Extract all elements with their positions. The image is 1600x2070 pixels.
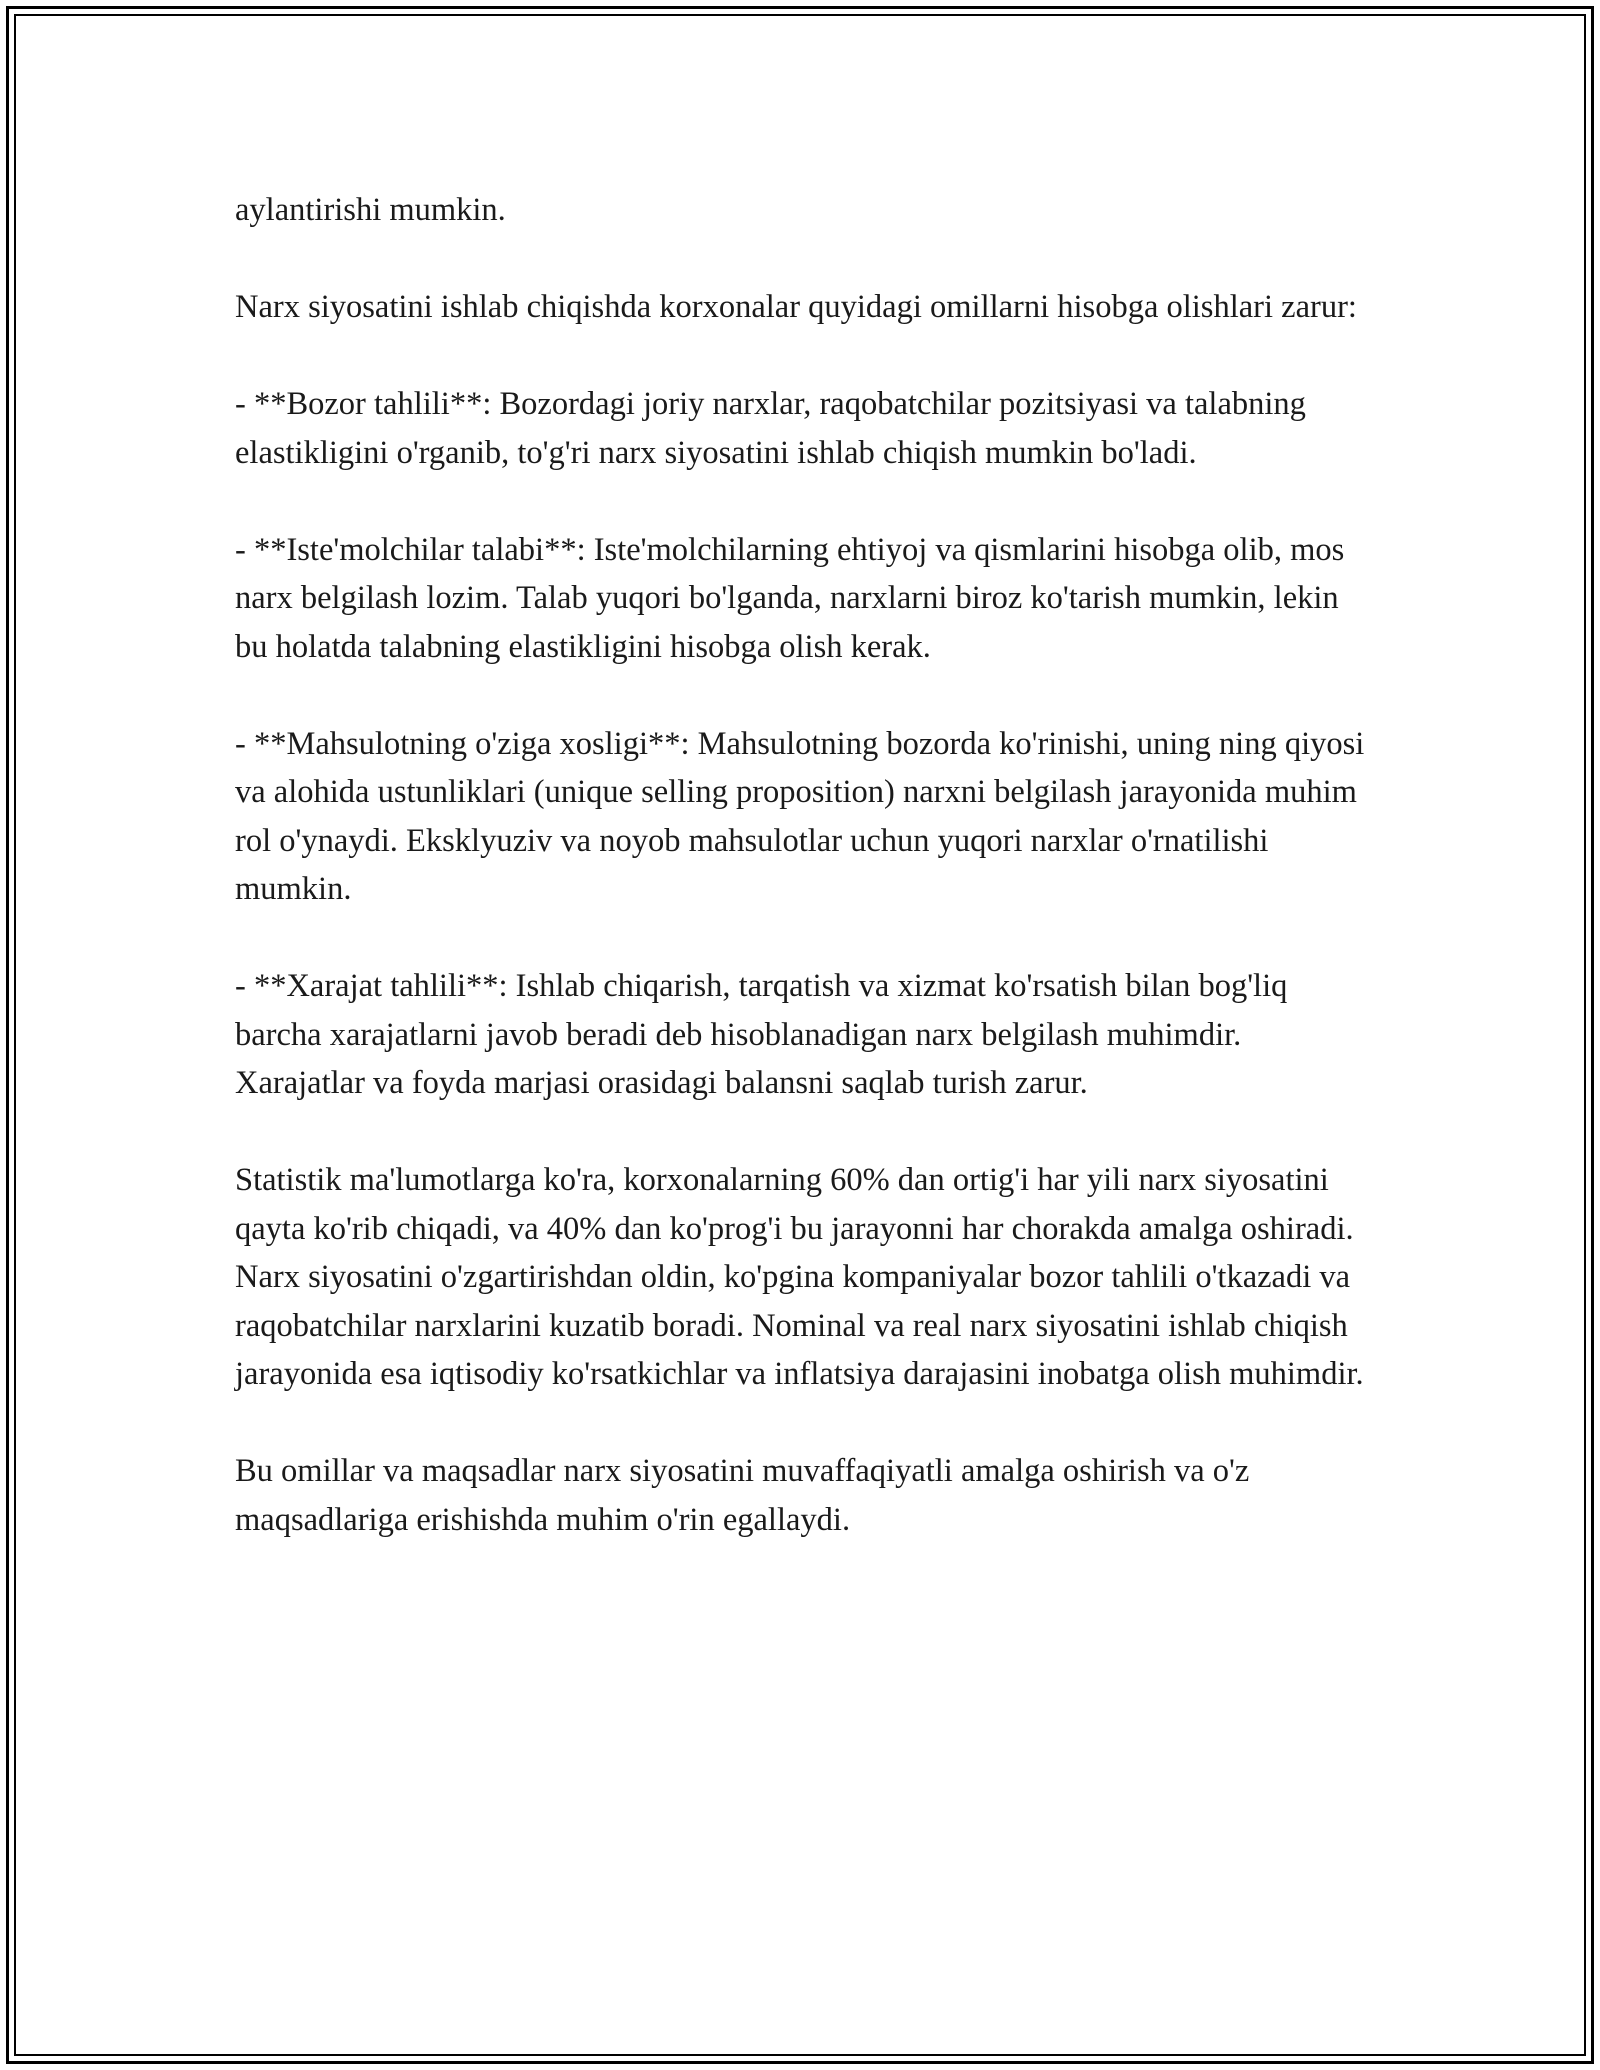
- list-item-cost-analysis: - **Xarajat tahlili**: Ishlab chiqarish, tarqatish va xizmat ko'rsatish bilan bog'liq barcha xarajatlarni javob beradi deb hisoblanadigan narx belgilash muhimdir. Xarajatlar va foyda marjasi orasidagi balansni saqlab turish zarur.: [235, 968, 1288, 1101]
- list-item-market-analysis: - **Bozor tahlili**: Bozordagi joriy narxlar, raqobatchilar pozitsiyasi va talabning elastikligini o'rganib, to'g'ri narx siyosatini ishlab chiqish mumkin bo'ladi.: [235, 386, 1306, 471]
- document-body: [235, 186, 1375, 1593]
- paragraph-conclusion: Bu omillar va maqsadlar narx siyosatini muvaffaqiyatli amalga oshirish va o'z maqsadlariga erishishda muhim o'rin egallaydi.: [235, 1453, 1250, 1538]
- list-item-consumer-demand: - **Iste'molchilar talabi**: Iste'molchilarning ehtiyoj va qismlarini hisobga olib, mos narx belgilash lozim. Talab yuqori bo'lganda, narxlarni biroz ko'tarish mumkin, lekin bu holatda talabning elastikligini hisobga olish kerak.: [235, 531, 1345, 665]
- paragraph-continuation: aylantirishi mumkin.: [235, 192, 506, 228]
- paragraph-intro: Narx siyosatini ishlab chiqishda korxonalar quyidagi omillarni hisobga olishlari zarur:: [235, 289, 1357, 325]
- paragraph-statistics: Statistik ma'lumotlarga ko'ra, korxonalarning 60% dan ortig'i har yili narx siyosatini qayta ko'rib chiqadi, va 40% dan ko'prog'i bu jarayonni har chorakda amalga oshiradi. Narx siyosatini o'zgartirishdan oldin, ko'pgina kompaniyalar bozor tahlili o'tkazadi va raqobatchilar narxlarini kuzatib boradi. Nominal va real narx siyosatini ishlab chiqish jarayonida esa iqtisodiy ko'rsatkichlar va inflatsiya darajasini inobatga olish muhimdir.: [235, 1162, 1364, 1392]
- list-item-product-uniqueness: - **Mahsulotning o'ziga xosligi**: Mahsulotning bozorda ko'rinishi, uning ning qiyosi va alohida ustunliklari (unique selling proposition) narxni belgilash jarayonida muhim rol o'ynaydi. Eksklyuziv va noyob mahsulotlar uchun yuqori narxlar o'rnatilishi mumkin.: [235, 725, 1365, 907]
